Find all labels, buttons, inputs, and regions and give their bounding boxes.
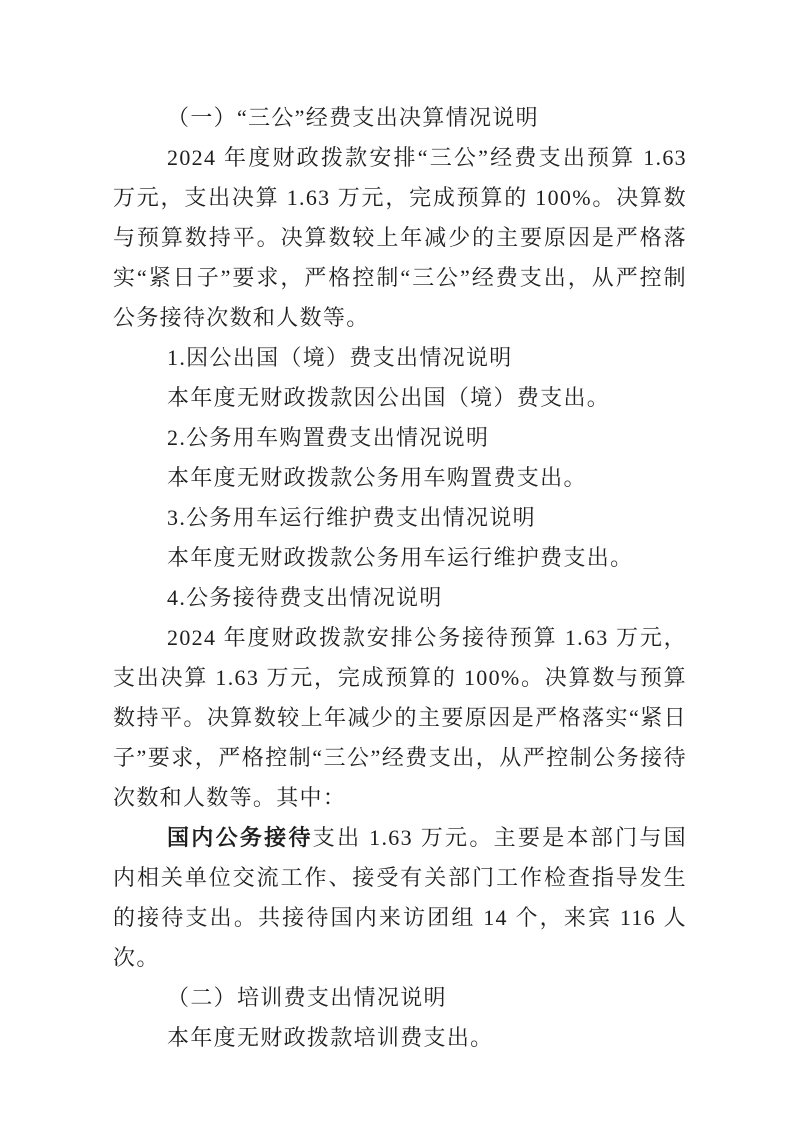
paragraph: 本年度无财政拨款公务用车购置费支出。 [167,465,587,490]
paragraph: 本年度无财政拨款因公出国（境）费支出。 [167,385,611,410]
section-heading: 1.因公出国（境）费支出情况说明 [167,345,513,370]
paragraph: 国内公务接待支出 1.63 万元。主要是本部门与国内相关单位交流工作、接受有关部门工作检查指导发生的接待支出。共接待国内来访团组 14 个，来宾 116 人次。 [113,825,688,970]
paragraph: 2024 年度财政拨款安排公务接待预算 1.63 万元，支出决算 1.63 万元，完成预算的 100%。决算数与预算数持平。决算数较上年减少的主要原因是严格落实“紧日子”要求，严格控制“三公”经费支出，从严控制公务接待次数和人数等。其中： [113,625,687,810]
section-heading: 3.公务用车运行维护费支出情况说明 [167,505,536,530]
paragraph: 本年度无财政拨款培训费支出。 [167,1025,494,1050]
bold-lead-text: 国内公务接待 [167,825,313,850]
document-body [113,98,687,1058]
paragraph: 本年度无财政拨款公务用车运行维护费支出。 [167,545,634,570]
section-heading: 2.公务用车购置费支出情况说明 [167,425,490,450]
section-heading: 4.公务接待费支出情况说明 [167,585,443,610]
section-heading: （一）“三公”经费支出决算情况说明 [167,105,539,130]
section-heading: （二）培训费支出情况说明 [167,985,447,1010]
paragraph: 2024 年度财政拨款安排“三公”经费支出预算 1.63 万元，支出决算 1.63 万元，完成预算的 100%。决算数与预算数持平。决算数较上年减少的主要原因是严格落实“紧日子”要求，严格控制“三公”经费支出，从严控制公务接待次数和人数等。 [113,145,687,330]
